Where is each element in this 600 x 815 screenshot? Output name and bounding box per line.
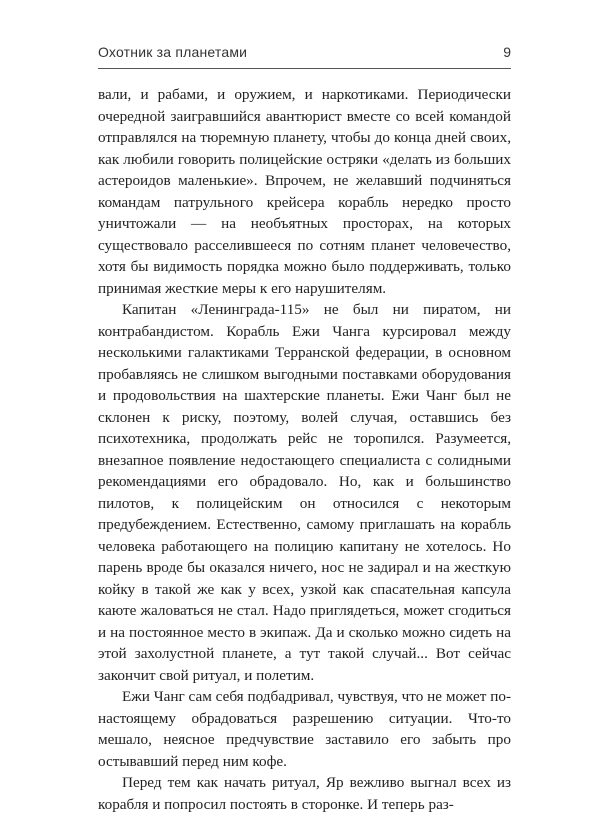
- paragraph: Капитан «Ленинграда-115» не был ни пиратом, ни контрабандистом. Корабль Ежи Чанга курсировал между несколькими галактиками Терранской федерации, в основном пробавляясь не слишком выгодными поставками оборудования и продовольствия на шахтерские планеты. Ежи Чанг был не склонен к риску, поэтому, волей случая, оставшись без психотехника, продолжать рейс не торопился. Разумеется, внезапное появление недостающего специалиста с солидными рекомендациями его обрадовало. Но, как и большинство пилотов, к полицейским он относился с некоторым предубеждением. Естественно, самому приглашать на корабль человека работающего на полицию капитану не хотелось. Но парень вроде бы оказался ничего, нос не задирал и на жесткую койку в такой же как у всех, узкой как спасательная капсула каюте жаловаться не стал. Надо приглядеться, может сгодиться и на постоянное место в экипаж. Да и сколько можно сидеть на этой захолустной планете, а тут такой случай... Вот сейчас закончит свой ритуал, и полетим.: [98, 301, 511, 684]
- page-number: 9: [503, 44, 511, 60]
- paragraph: Ежи Чанг сам себя подбадривал, чувствуя, что не может по-настоящему обрадоваться разрешению ситуации. Что-то мешало, неясное предчувствие заставило его забыть про остывавший перед ним кофе.: [98, 688, 511, 770]
- running-header: [98, 44, 511, 66]
- paragraph-continuation: вали, и рабами, и оружием, и наркотиками. Периодически очередной заигравшийся авантюрист вместе со всей командой отправлялся на тюремную планету, чтобы до конца дней своих, как любили говорить полицейские остряки «делать из больших астероидов маленькие». Впрочем, не желавший подчиняться командам патрульного крейсера корабль нередко просто уничтожали — на необъятных просторах, на которых существовало расселившееся по сотням планет человечество, хотя бы видимость порядка можно было поддерживать, только принимая жесткие меры к его нарушителям.: [98, 86, 511, 297]
- book-title: Охотник за планетами: [98, 44, 248, 60]
- paragraph: Перед тем как начать ритуал, Яр вежливо выгнал всех из корабля и попросил постоять в сторонке. И теперь раз-: [98, 774, 511, 813]
- header-divider: [98, 68, 511, 69]
- body-text: [98, 84, 511, 815]
